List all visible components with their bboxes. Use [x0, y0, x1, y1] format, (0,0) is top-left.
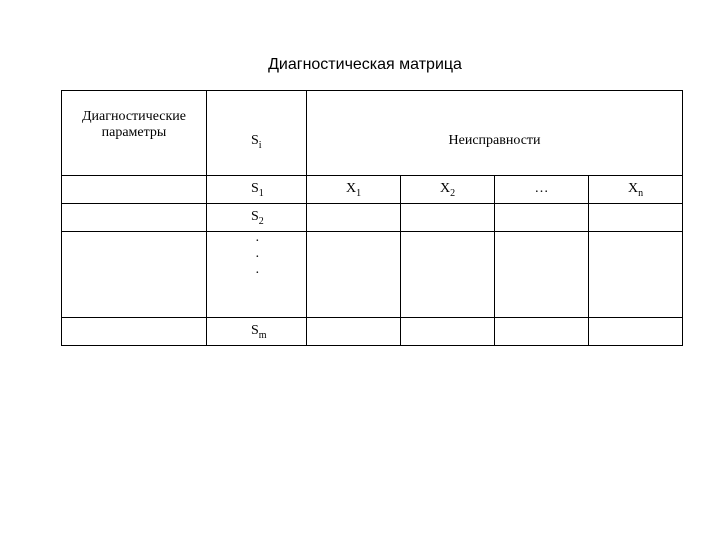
fault-cell	[495, 176, 589, 204]
table-row	[62, 232, 683, 318]
si-header-cell	[207, 91, 307, 176]
params-header-cell	[62, 91, 207, 176]
fault-sub: 1	[356, 187, 362, 199]
state-cell	[207, 318, 307, 346]
matrix-cell	[401, 232, 495, 318]
matrix-cell	[401, 318, 495, 346]
matrix-cell	[495, 318, 589, 346]
diagnostic-matrix	[61, 90, 683, 346]
state-cell	[207, 176, 307, 204]
params-label-line1: Диагностические	[82, 109, 186, 124]
vertical-dot: ·	[255, 250, 260, 265]
faults-header-cell	[307, 91, 683, 176]
header-row	[62, 91, 683, 176]
matrix-cell	[495, 204, 589, 232]
matrix-cell	[401, 204, 495, 232]
table-row	[62, 176, 683, 204]
matrix-cell	[307, 318, 401, 346]
param-cell	[62, 232, 207, 318]
matrix-cell	[307, 204, 401, 232]
faults-label: Неисправности	[448, 133, 541, 148]
matrix-cell	[589, 232, 683, 318]
matrix-cell	[589, 318, 683, 346]
state-sub: m	[258, 329, 267, 341]
state-base: S	[251, 181, 259, 196]
state-sub: 2	[258, 215, 264, 227]
table-row	[62, 204, 683, 232]
state-base: S	[251, 209, 259, 224]
fault-base: X	[627, 181, 639, 196]
matrix-cell	[589, 204, 683, 232]
params-label-line2: параметры	[101, 125, 167, 140]
slide-title: Диагностическая матрица	[268, 56, 462, 73]
state-base: S	[251, 323, 259, 338]
fault-base: …	[534, 181, 549, 196]
vertical-dot: ·	[255, 234, 260, 249]
vertical-dot: ·	[255, 266, 260, 281]
param-cell	[62, 204, 207, 232]
fault-base: X	[345, 181, 357, 196]
param-cell	[62, 176, 207, 204]
fault-cell	[589, 176, 683, 204]
si-base: S	[251, 133, 259, 148]
ellipsis-cell	[207, 232, 307, 318]
param-cell	[62, 318, 207, 346]
fault-sub: n	[638, 187, 644, 199]
table-row	[62, 318, 683, 346]
fault-cell	[401, 176, 495, 204]
si-sub: i	[258, 139, 262, 151]
state-sub: 1	[258, 187, 264, 199]
fault-base: X	[439, 181, 451, 196]
fault-cell	[307, 176, 401, 204]
fault-sub: 2	[450, 187, 456, 199]
matrix-cell	[495, 232, 589, 318]
matrix-cell	[307, 232, 401, 318]
state-cell	[207, 204, 307, 232]
